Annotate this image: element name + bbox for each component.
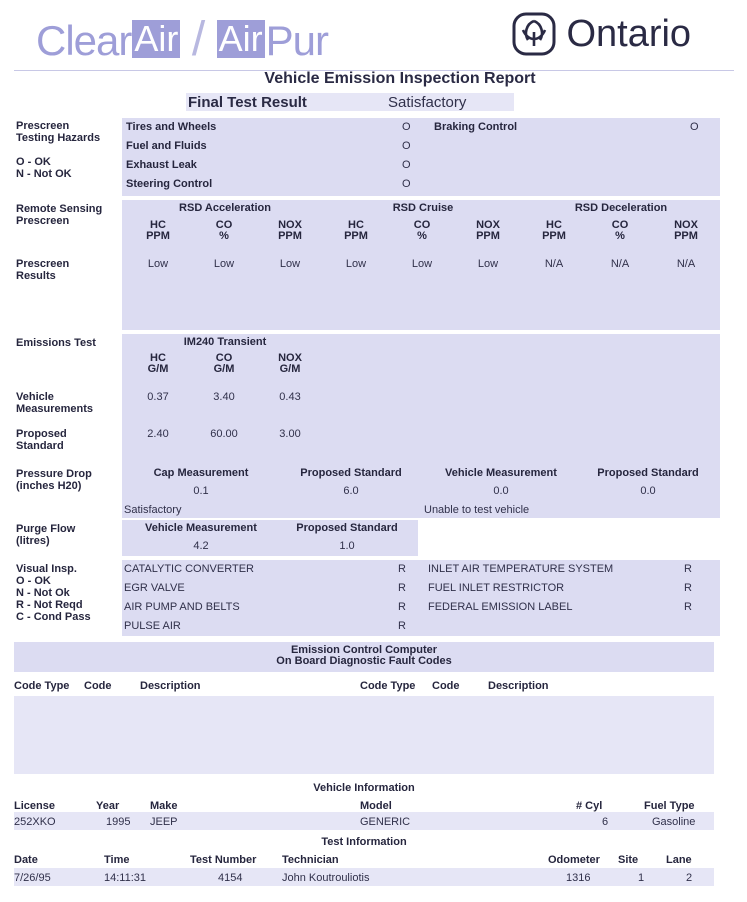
rsd-unit-header [126,220,190,242]
rsd-result-value: Low [279,258,301,270]
pressure-std-value: 6.0 [343,485,359,497]
visual-item-inlet-air: INLET AIR TEMPERATURE SYSTEM [428,563,614,575]
prescreen-label-2: Testing Hazards [16,132,101,144]
visual-item-inlet-air-value: R [684,563,692,575]
emissions-unit-gas: CO [215,352,233,364]
clearair-logo [36,12,328,66]
remote-sensing-label [16,203,102,227]
pressure-label-1: Pressure Drop [16,468,92,480]
odometer-value: 1316 [566,872,591,884]
visual-item-federal-label: FEDERAL EMISSION LABEL [428,601,573,613]
hazard-tires: Tires and Wheels [126,121,217,133]
rsd-unit-header [192,220,256,242]
emissions-unit-gas: NOX [278,352,302,364]
rsd-unit-header [324,220,388,242]
license-header: License [14,800,55,812]
emissions-unit-header [258,353,322,375]
emissions-unit-measure: G/M [147,363,169,375]
rsd-unit-gas: HC [546,219,562,231]
ecc-col-desc-2: Description [488,680,549,692]
rsd-unit-gas: NOX [278,219,302,231]
visual-item-pulseair-value: R [398,620,406,632]
pressure-label-2: (inches H20) [16,480,82,492]
prescreen-label [16,120,100,144]
air-box-2: Air [218,18,263,59]
report-title: Vehicle Emission Inspection Report [264,70,536,87]
odometer-header: Odometer [548,854,600,866]
rsd-unit-gas: NOX [674,219,698,231]
ecc-title-1: Emission Control Computer [290,644,438,656]
rsd-result-value: Low [411,258,433,270]
model-value: GENERIC [360,816,411,828]
rsd-unit-gas: HC [348,219,364,231]
rsd-unit-measure: PPM [542,230,566,242]
remote-label-1: Remote Sensing [16,203,103,215]
final-result-label: Final Test Result [188,94,307,111]
site-value: 1 [638,872,645,884]
rsd-unit-header [456,220,520,242]
date-value: 7/26/95 [14,872,51,884]
purge-label-1: Purge Flow [16,523,76,535]
ecc-title [14,645,714,667]
visual-item-fuel-inlet: FUEL INLET RESTRICTOR [428,582,565,594]
rsd-unit-gas: CO [215,219,233,231]
vehicle-measurement-value: 0.43 [279,391,301,403]
rsd-group-decel: RSD Deceleration [574,202,668,214]
vehicle-info-title: Vehicle Information [313,782,415,794]
rsd-unit-measure: % [219,230,229,242]
test-number-header: Test Number [190,854,257,866]
ecc-title-2: On Board Diagnostic Fault Codes [276,655,452,667]
cyl-value: 6 [602,816,609,828]
hazard-fuel-value: O [402,140,411,152]
std-label-1: Proposed [16,428,67,440]
pressure-status-2: Unable to test vehicle [424,504,530,516]
ecc-col-desc-1: Description [140,680,201,692]
visual-item-airpump-value: R [398,601,406,613]
rsd-unit-gas: CO [413,219,431,231]
clear-text: Clear [36,17,132,64]
technician-value: John Koutrouliotis [282,872,370,884]
vehicle-measurement-value: 0.37 [147,391,169,403]
purge-std-value: 1.0 [339,540,355,552]
fuel-type-value: Gasoline [652,816,696,828]
time-header: Time [104,854,130,866]
rsd-unit-header [258,220,322,242]
visual-item-fuel-inlet-value: R [684,582,692,594]
visual-legend-cond-pass: C - Cond Pass [16,611,91,623]
air-box: Air [134,18,179,59]
proposed-standard-value: 3.00 [279,428,301,440]
pressure-status-1: Satisfactory [124,504,182,516]
rsd-result-value: Low [345,258,367,270]
proposed-standard-value: 60.00 [210,428,238,440]
vehicle-measurements-label [16,391,93,415]
rsd-unit-gas: HC [150,219,166,231]
model-header: Model [360,800,392,812]
rsd-result-value: N/A [676,258,696,270]
time-value: 14:11:31 [104,872,147,884]
pressure-veh-value: 0.0 [493,485,509,497]
rsd-unit-measure: PPM [344,230,368,242]
visual-item-catalytic-value: R [398,563,406,575]
purge-veh-value: 4.2 [193,540,209,552]
test-info-title: Test Information [321,836,407,848]
test-number-value: 4154 [218,872,243,884]
visual-item-catalytic: CATALYTIC CONVERTER [124,563,254,575]
rsd-result-value: N/A [544,258,564,270]
ontario-text: Ontario [566,12,692,55]
rsd-unit-measure: % [417,230,427,242]
hazard-tires-value: O [402,121,411,133]
proposed-standard-value: 2.40 [147,428,169,440]
prescreen-label-1: Prescreen [16,120,70,132]
purge-std-header: Proposed Standard [296,522,398,534]
remote-label-2: Prescreen [16,215,70,227]
visual-item-egr: EGR VALVE [124,582,185,594]
year-header: Year [96,800,120,812]
emissions-unit-gas: HC [150,352,166,364]
make-header: Make [150,800,178,812]
visual-item-egr-value: R [398,582,406,594]
purge-flow-label [16,523,75,547]
rsd-result-value: N/A [610,258,630,270]
hazard-fuel: Fuel and Fluids [126,140,207,152]
final-result-value: Satisfactory [388,94,467,111]
trillium-icon [512,12,556,56]
ecc-col-codetype-1: Code Type [14,680,70,692]
rsd-unit-measure: PPM [476,230,500,242]
hazard-exhaust-value: O [402,159,411,171]
hazard-steering-value: O [402,178,411,190]
fuel-type-header: Fuel Type [644,800,695,812]
visual-legend-not-ok: N - Not Ok [16,587,70,599]
visual-item-pulseair: PULSE AIR [124,620,181,632]
visual-legend-ok: O - OK [16,575,51,587]
site-header: Site [618,854,639,866]
veh-label-2: Measurements [16,403,94,415]
visual-insp-label: Visual Insp. [16,563,77,575]
lane-header: Lane [666,854,692,866]
legend-ok: O - OK [16,156,51,168]
emissions-unit-header [126,353,190,375]
ecc-col-codetype-2: Code Type [360,680,416,692]
hazard-exhaust: Exhaust Leak [126,159,197,171]
emissions-unit-header [192,353,256,375]
pressure-veh-header: Vehicle Measurement [445,467,557,479]
visual-item-airpump: AIR PUMP AND BELTS [124,601,240,613]
visual-item-federal-label-value: R [684,601,692,613]
ecc-rows-band [14,696,714,774]
cyl-header: # Cyl [576,800,603,812]
im240-label: IM240 Transient [183,336,267,348]
purge-veh-header: Vehicle Measurement [145,522,257,534]
prescreen-results-label [16,258,69,282]
rsd-group-cruise: RSD Cruise [392,202,454,214]
hazard-steering: Steering Control [126,178,213,190]
rsd-unit-header [654,220,718,242]
hazard-braking: Braking Control [434,121,518,133]
cap-measurement-header: Cap Measurement [153,467,249,479]
rsd-unit-measure: PPM [278,230,302,242]
ecc-col-code-1: Code [84,680,112,692]
ontario-logo [512,12,691,62]
rsd-result-value: Low [147,258,169,270]
technician-header: Technician [282,854,339,866]
rsd-unit-header [588,220,652,242]
vehicle-measurement-value: 3.40 [213,391,235,403]
pressure-drop-label [16,468,92,492]
rsd-unit-gas: CO [611,219,629,231]
prescreen-legend [16,156,72,180]
pressure-std-header: Proposed Standard [300,467,402,479]
rsd-unit-measure: % [615,230,625,242]
rsd-unit-measure: PPM [146,230,170,242]
date-header: Date [14,854,38,866]
visual-legend-not-reqd: R - Not Reqd [16,599,83,611]
rsd-result-value: Low [213,258,235,270]
pressure-std2-value: 0.0 [640,485,656,497]
emissions-unit-measure: G/M [213,363,235,375]
make-value: JEEP [150,816,178,828]
pur-text: Pur [265,17,328,64]
year-value: 1995 [106,816,131,828]
rsd-group-accel: RSD Acceleration [179,202,271,214]
purge-label-2: (litres) [16,535,50,547]
std-label-2: Standard [16,440,64,452]
rsd-result-value: Low [477,258,499,270]
rsd-unit-measure: PPM [674,230,698,242]
ecc-col-code-2: Code [432,680,460,692]
cap-measurement-value: 0.1 [193,485,209,497]
rsd-unit-gas: NOX [476,219,500,231]
slash-divider: / [191,13,206,66]
emissions-test-label: Emissions Test [16,337,96,349]
lane-value: 2 [686,872,693,884]
hazard-braking-value: O [690,121,699,133]
pressure-std2-header: Proposed Standard [597,467,699,479]
results-label-2: Results [16,270,56,282]
legend-not-ok: N - Not OK [16,168,72,180]
rsd-unit-header [390,220,454,242]
veh-label-1: Vehicle [16,391,54,403]
emissions-unit-measure: G/M [279,363,301,375]
results-label-1: Prescreen [16,258,70,270]
proposed-standard-label [16,428,67,452]
visual-legend [16,575,91,623]
license-value: 252XKO [14,816,56,828]
rsd-unit-header [522,220,586,242]
